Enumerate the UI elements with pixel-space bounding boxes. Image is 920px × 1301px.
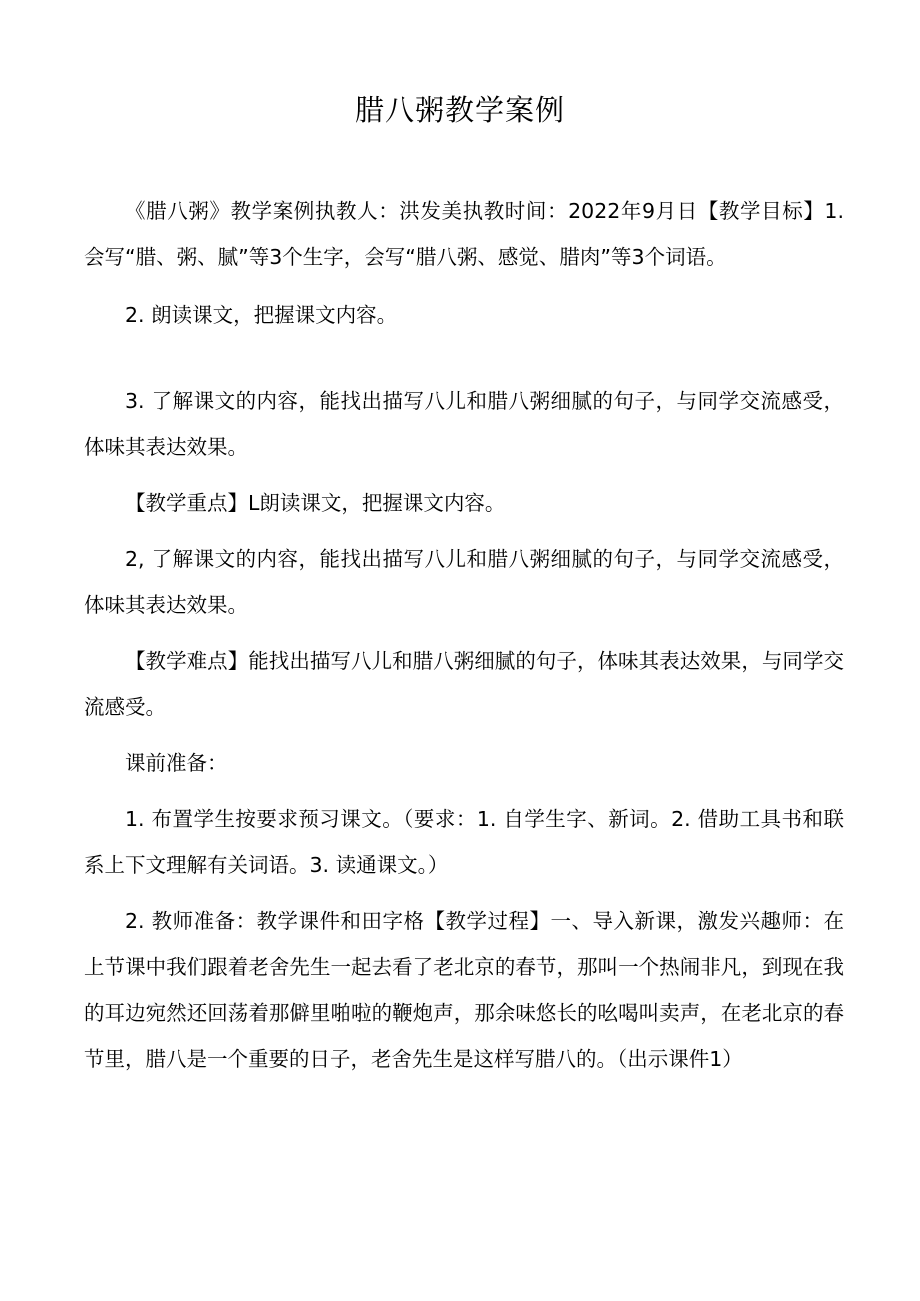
paragraph-preparation-2-process: 2. 教师准备：教学课件和田字格【教学过程】一、导入新课，激发兴趣师：在上节课中我们跟着老舍先生一起去看了老北京的春节，那叫一个热闹非凡，到现在我的耳边宛然还回荡着那僻里啪啦的鞭炮声，那余味悠长的吆喝叫卖声，在老北京的春节里，腊八是一个重要的日子，老舍先生是这样写腊八的。（出示课件1） (84, 909, 844, 1071)
paragraph-key-point-2: 2, 了解课文的内容，能找出描写八儿和腊八粥细腻的句子，与同学交流感受，体味其表达效果。 (84, 547, 844, 617)
paragraph-difficult-point: 【教学难点】能找出描写八儿和腊八粥细腻的句子，体味其表达效果，与同学交流感受。 (84, 649, 844, 719)
paragraph-intro-objectives: 《腊八粥》教学案例执教人：洪发美执教时间：2022年9月日【教学目标】1. 会写“腊、粥、腻”等3个生字，会写“腊八粥、感觉、腊肉”等3个词语。 (84, 199, 844, 269)
paragraph-preparation-1: 1. 布置学生按要求预习课文。（要求：1. 自学生字、新词。2. 借助工具书和联系上下文理解有关词语。3. 读通课文。） (84, 807, 844, 877)
document-body (84, 188, 844, 1082)
paragraph-objective-3: 3. 了解课文的内容，能找出描写八儿和腊八粥细腻的句子，与同学交流感受，体味其表达效果。 (84, 389, 844, 459)
document-title: 腊八粥教学案例 (354, 93, 565, 127)
paragraph-preparation-heading: 课前准备： (125, 751, 228, 775)
paragraph-objective-2: 2. 朗读课文，把握课文内容。 (125, 303, 398, 327)
paragraph-key-point-1: 【教学重点】L朗读课文，把握课文内容。 (125, 491, 506, 515)
